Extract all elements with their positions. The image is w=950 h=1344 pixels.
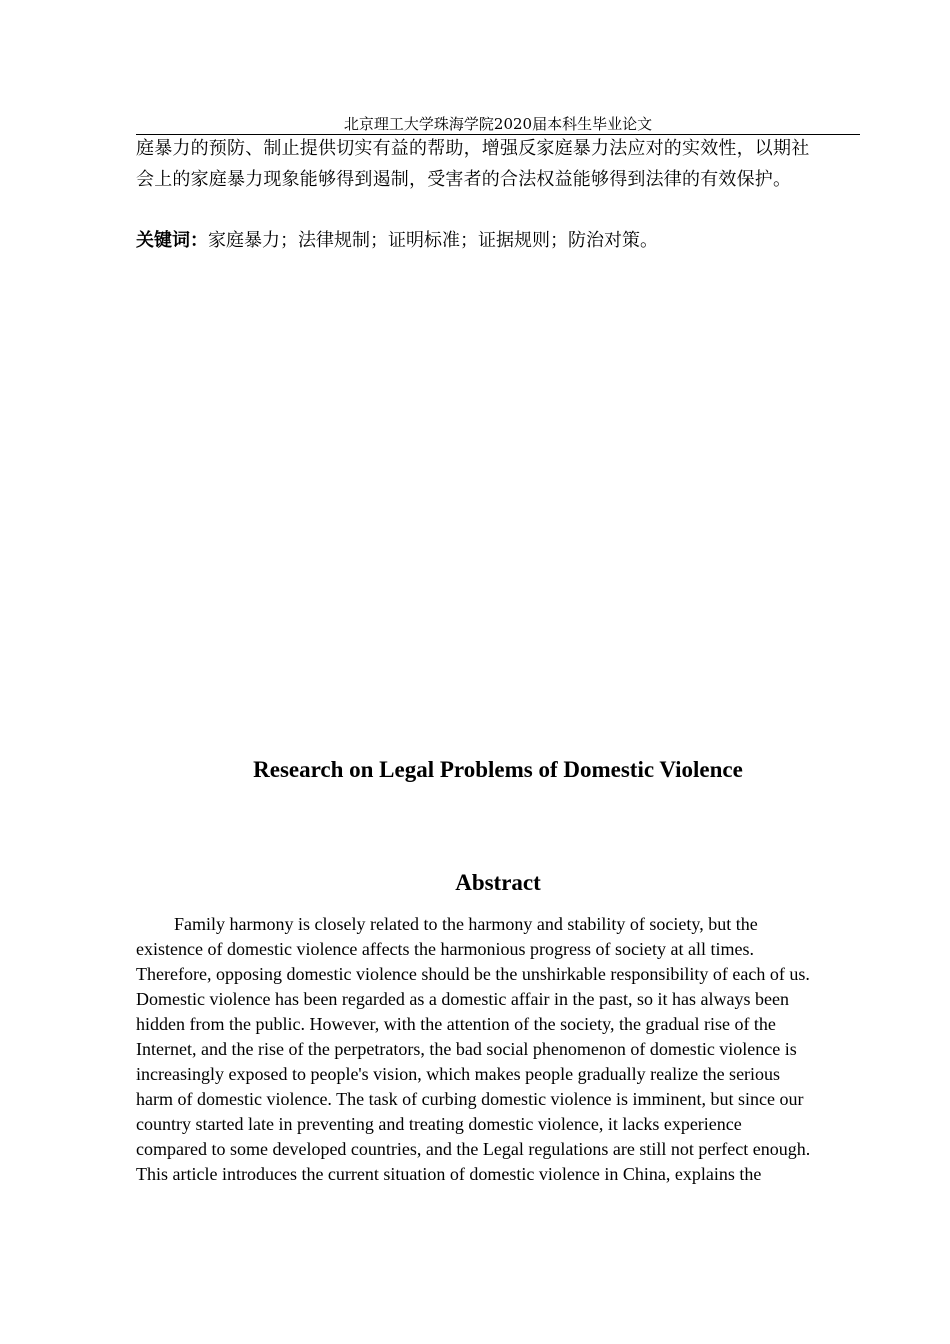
abstract-line: Internet, and the rise of the perpetrators, the bad social phenomenon of domestic violence is	[136, 1039, 797, 1059]
abstract-line: Therefore, opposing domestic violence should be the unshirkable responsibility of each of us.	[136, 964, 810, 984]
abstract-line: hidden from the public. However, with the attention of the society, the gradual rise of the	[136, 1014, 776, 1034]
abstract-line: This article introduces the current situation of domestic violence in China, explains the	[136, 1164, 762, 1184]
abstract-line: harm of domestic violence. The task of curbing domestic violence is imminent, but since our	[136, 1089, 804, 1109]
abstract-line: existence of domestic violence affects the harmonious progress of society at all times.	[136, 939, 754, 959]
chinese-keywords	[136, 227, 658, 255]
abstract-line: Domestic violence has been regarded as a domestic affair in the past, so it has always been	[136, 989, 789, 1009]
abstract-heading: Abstract	[455, 870, 541, 895]
abstract-body	[136, 912, 860, 1187]
chinese-abstract-continuation	[136, 133, 860, 195]
abstract-line: increasingly exposed to people's vision, which makes people gradually realize the serious	[136, 1064, 781, 1084]
keywords-text: 家庭暴力；法律规制；证明标准；证据规则；防治对策。	[208, 230, 658, 251]
abstract-line: compared to some developed countries, and the Legal regulations are still not perfect enough.	[136, 1139, 811, 1159]
abstract-line: Family harmony is closely related to the harmony and stability of society, but the	[174, 914, 758, 934]
running-header: 北京理工大学珠海学院2020届本科生毕业论文	[343, 115, 653, 133]
english-title: Research on Legal Problems of Domestic Violence	[253, 757, 743, 782]
abstract-line: country started late in preventing and treating domestic violence, it lacks experience	[136, 1114, 742, 1134]
keywords-label: 关键词：	[136, 230, 208, 251]
chinese-abstract-line: 会上的家庭暴力现象能够得到遏制，受害者的合法权益能够得到法律的有效保护。	[136, 169, 792, 190]
chinese-abstract-line: 庭暴力的预防、制止提供切实有益的帮助，增强反家庭暴力法应对的实效性，以期社	[136, 138, 810, 159]
